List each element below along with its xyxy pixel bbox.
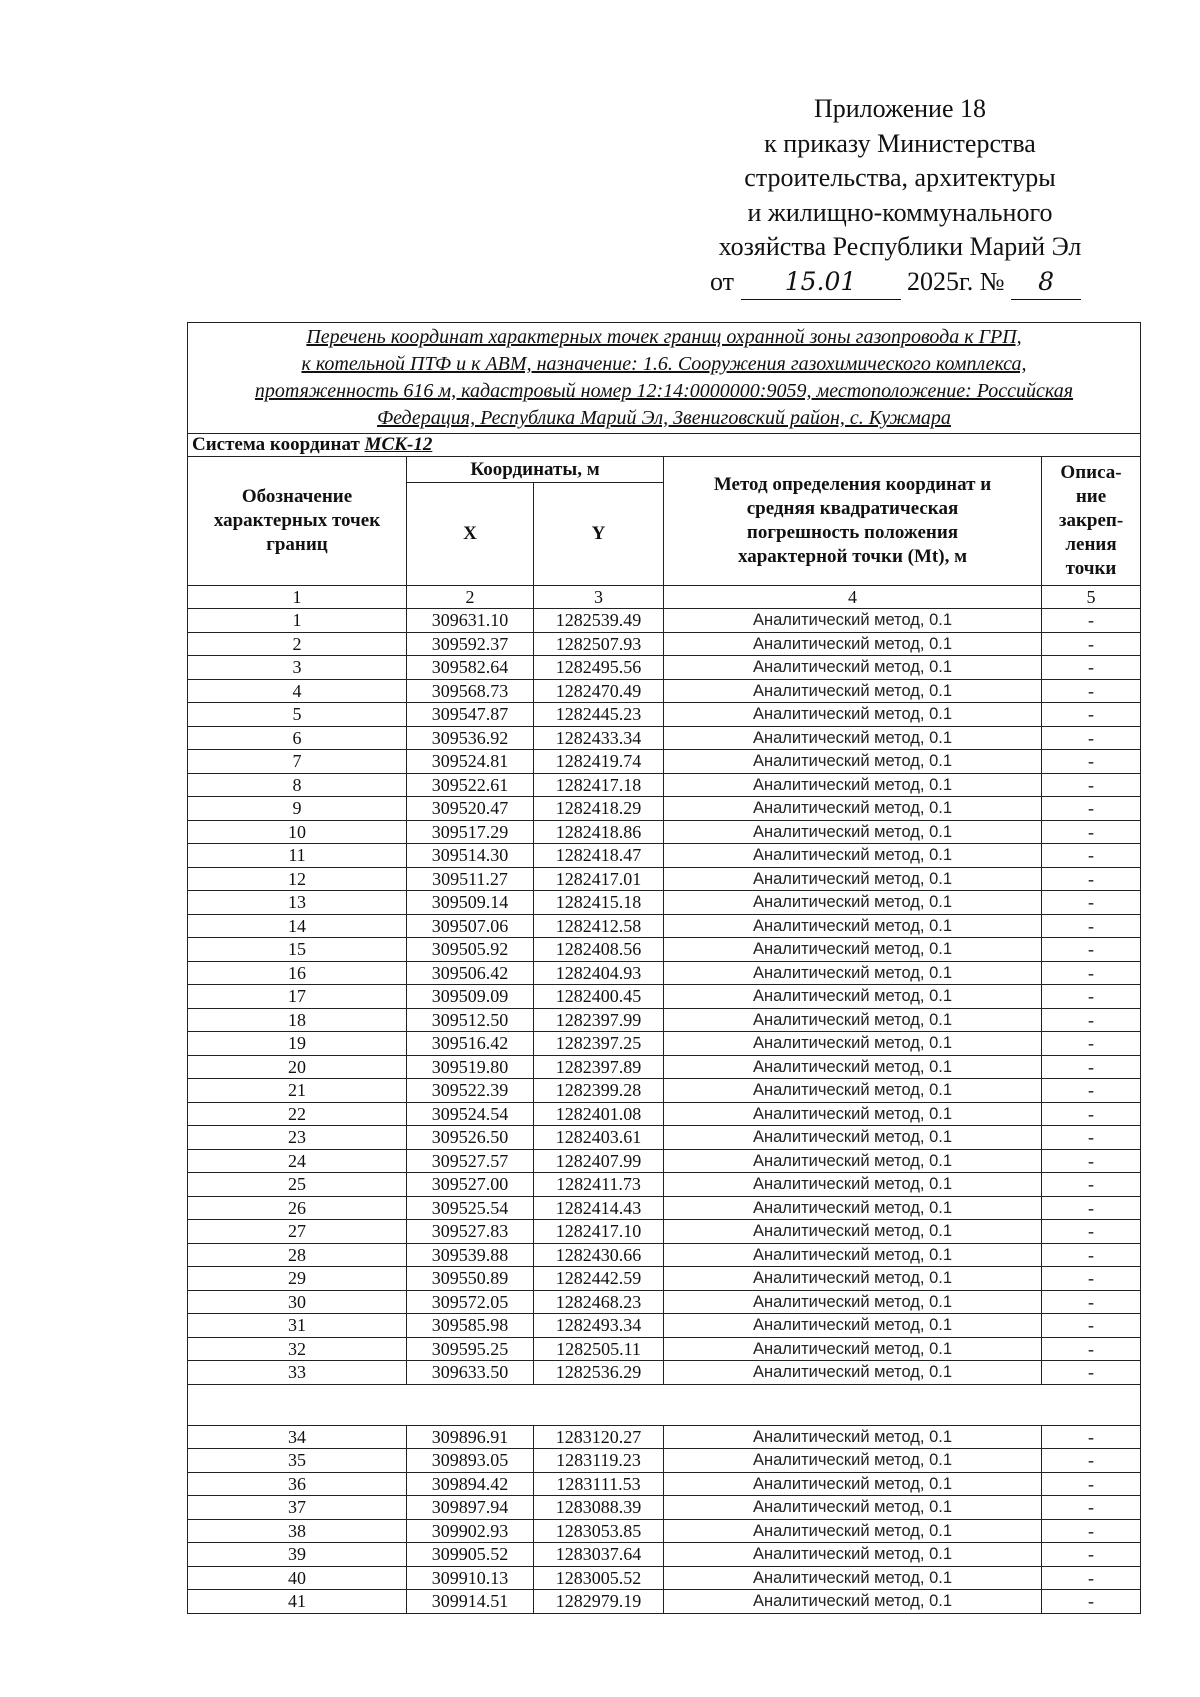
point-number: 37 (188, 1496, 407, 1520)
coord-x: 309522.39 (407, 1079, 534, 1103)
coord-x: 309522.61 (407, 773, 534, 797)
table-row (188, 1149, 1141, 1173)
table-row (188, 797, 1141, 821)
table-row (188, 1196, 1141, 1220)
header-point: Обозначение характерных точек границ (188, 457, 407, 586)
table-row (188, 703, 1141, 727)
coord-x: 309568.73 (407, 679, 534, 703)
coord-x: 309896.91 (407, 1425, 534, 1449)
table-title-line: Федерация, Республика Марий Эл, Звениговский район, с. Кужмара (377, 407, 951, 429)
method: Аналитический метод, 0.1 (664, 1519, 1042, 1543)
coord-x: 309633.50 (407, 1361, 534, 1385)
point-number: 17 (188, 985, 407, 1009)
coord-y: 1282417.01 (534, 867, 664, 891)
coord-x: 309572.05 (407, 1290, 534, 1314)
method: Аналитический метод, 0.1 (664, 1337, 1042, 1361)
fixation-description: - (1042, 1290, 1141, 1314)
header-line: строительства, архитектуры (744, 163, 1056, 192)
column-number: 1 (188, 586, 407, 609)
fixation-description: - (1042, 1243, 1141, 1267)
order-date: 15.01 (784, 266, 857, 296)
coord-x: 309524.54 (407, 1102, 534, 1126)
table-row (188, 914, 1141, 938)
coord-y: 1283119.23 (534, 1449, 664, 1473)
fixation-description: - (1042, 656, 1141, 680)
column-numbers-row (188, 586, 1141, 609)
coord-y: 1282404.93 (534, 961, 664, 985)
method: Аналитический метод, 0.1 (664, 914, 1042, 938)
table-row (188, 609, 1141, 633)
point-number: 9 (188, 797, 407, 821)
table-row (188, 1220, 1141, 1244)
method: Аналитический метод, 0.1 (664, 773, 1042, 797)
fixation-description: - (1042, 1173, 1141, 1197)
group-separator (188, 1384, 1141, 1425)
coord-x: 309894.42 (407, 1472, 534, 1496)
coord-x: 309914.51 (407, 1590, 534, 1614)
point-number: 34 (188, 1425, 407, 1449)
points-group-2 (188, 1425, 1141, 1613)
method: Аналитический метод, 0.1 (664, 1196, 1042, 1220)
coord-x: 309550.89 (407, 1267, 534, 1291)
fixation-description: - (1042, 1196, 1141, 1220)
table-title-line: протяженность 616 м, кадастровый номер 12:14:0000000:9059, местоположение: Российская (254, 380, 1074, 402)
point-number: 25 (188, 1173, 407, 1197)
coord-y: 1282397.89 (534, 1055, 664, 1079)
table-row (188, 1543, 1141, 1567)
method: Аналитический метод, 0.1 (664, 1314, 1042, 1338)
table-row (188, 1361, 1141, 1385)
fixation-description: - (1042, 726, 1141, 750)
method: Аналитический метод, 0.1 (664, 1543, 1042, 1567)
header-description: Описа- ние закреп- ления точки (1042, 457, 1141, 586)
column-number: 5 (1042, 586, 1141, 609)
method: Аналитический метод, 0.1 (664, 726, 1042, 750)
point-number: 7 (188, 750, 407, 774)
separator-row (188, 1384, 1141, 1425)
coord-y: 1282507.93 (534, 632, 664, 656)
method: Аналитический метод, 0.1 (664, 938, 1042, 962)
coordinate-system (188, 434, 1141, 457)
fixation-description: - (1042, 1566, 1141, 1590)
coord-y: 1282417.10 (534, 1220, 664, 1244)
coord-y: 1282411.73 (534, 1173, 664, 1197)
coord-y: 1282445.23 (534, 703, 664, 727)
fixation-description: - (1042, 1102, 1141, 1126)
header-coords: Координаты, м (407, 457, 664, 483)
coord-y: 1282418.47 (534, 844, 664, 868)
coordinate-system-label: Система координат (192, 434, 360, 455)
fixation-description: - (1042, 1220, 1141, 1244)
fixation-description: - (1042, 961, 1141, 985)
coord-x: 309516.42 (407, 1032, 534, 1056)
fixation-description: - (1042, 1361, 1141, 1385)
coord-y: 1283005.52 (534, 1566, 664, 1590)
fixation-description: - (1042, 1449, 1141, 1473)
order-date-line (690, 265, 1110, 301)
point-number: 36 (188, 1472, 407, 1496)
method: Аналитический метод, 0.1 (664, 1472, 1042, 1496)
coord-y: 1282418.86 (534, 820, 664, 844)
header-x: X (407, 483, 534, 586)
coord-y: 1282412.58 (534, 914, 664, 938)
point-number: 19 (188, 1032, 407, 1056)
coordinates-table (187, 322, 1141, 1614)
coord-x: 309509.09 (407, 985, 534, 1009)
fixation-description: - (1042, 985, 1141, 1009)
order-date-field (741, 265, 901, 301)
point-number: 20 (188, 1055, 407, 1079)
point-number: 2 (188, 632, 407, 656)
point-number: 15 (188, 938, 407, 962)
coord-y: 1282433.34 (534, 726, 664, 750)
fixation-description: - (1042, 1314, 1141, 1338)
fixation-description: - (1042, 1126, 1141, 1150)
point-number: 21 (188, 1079, 407, 1103)
fixation-description: - (1042, 1472, 1141, 1496)
coord-x: 309547.87 (407, 703, 534, 727)
coord-y: 1282539.49 (534, 609, 664, 633)
coord-x: 309902.93 (407, 1519, 534, 1543)
fixation-description: - (1042, 1337, 1141, 1361)
fixation-description: - (1042, 773, 1141, 797)
coord-y: 1282418.29 (534, 797, 664, 821)
table-row (188, 867, 1141, 891)
coord-y: 1282470.49 (534, 679, 664, 703)
table-row (188, 1243, 1141, 1267)
point-number: 6 (188, 726, 407, 750)
coord-x: 309505.92 (407, 938, 534, 962)
coord-y: 1282493.34 (534, 1314, 664, 1338)
coord-y: 1283120.27 (534, 1425, 664, 1449)
point-number: 35 (188, 1449, 407, 1473)
point-number: 5 (188, 703, 407, 727)
point-number: 27 (188, 1220, 407, 1244)
header-y: Y (534, 483, 664, 586)
fixation-description: - (1042, 844, 1141, 868)
fixation-description: - (1042, 797, 1141, 821)
fixation-description: - (1042, 891, 1141, 915)
coord-x: 309595.25 (407, 1337, 534, 1361)
coord-y: 1282397.25 (534, 1032, 664, 1056)
method: Аналитический метод, 0.1 (664, 1079, 1042, 1103)
fixation-description: - (1042, 1267, 1141, 1291)
point-number: 14 (188, 914, 407, 938)
coord-y: 1282414.43 (534, 1196, 664, 1220)
method: Аналитический метод, 0.1 (664, 1008, 1042, 1032)
method: Аналитический метод, 0.1 (664, 985, 1042, 1009)
table-row (188, 1079, 1141, 1103)
fixation-description: - (1042, 679, 1141, 703)
point-number: 1 (188, 609, 407, 633)
table-title (188, 323, 1141, 434)
coord-x: 309592.37 (407, 632, 534, 656)
coord-x: 309539.88 (407, 1243, 534, 1267)
table-row (188, 632, 1141, 656)
fixation-description: - (1042, 1543, 1141, 1567)
coord-x: 309517.29 (407, 820, 534, 844)
method: Аналитический метод, 0.1 (664, 1361, 1042, 1385)
fixation-description: - (1042, 1149, 1141, 1173)
table-row (188, 1102, 1141, 1126)
point-number: 40 (188, 1566, 407, 1590)
table-title-line: к котельной ПТФ и к АВМ, назначение: 1.6. Сооружения газохимического комплекса, (301, 353, 1027, 375)
order-number-field (1011, 265, 1081, 301)
coord-x: 309524.81 (407, 750, 534, 774)
method: Аналитический метод, 0.1 (664, 1425, 1042, 1449)
table-title-line: Перечень координат характерных точек границ охранной зоны газопровода к ГРП, (306, 326, 1022, 348)
fixation-description: - (1042, 632, 1141, 656)
fixation-description: - (1042, 1519, 1141, 1543)
point-number: 39 (188, 1543, 407, 1567)
table-row (188, 985, 1141, 1009)
header-line: хозяйства Республики Марий Эл (718, 232, 1082, 261)
header-line: Приложение 18 (813, 94, 987, 123)
coord-x: 309509.14 (407, 891, 534, 915)
method: Аналитический метод, 0.1 (664, 632, 1042, 656)
fixation-description: - (1042, 609, 1141, 633)
fixation-description: - (1042, 1590, 1141, 1614)
table-row (188, 1425, 1141, 1449)
coord-x: 309905.52 (407, 1543, 534, 1567)
point-number: 18 (188, 1008, 407, 1032)
table-row (188, 961, 1141, 985)
table-row (188, 726, 1141, 750)
coord-y: 1282407.99 (534, 1149, 664, 1173)
fixation-description: - (1042, 1079, 1141, 1103)
method: Аналитический метод, 0.1 (664, 703, 1042, 727)
order-header (690, 92, 1110, 300)
method: Аналитический метод, 0.1 (664, 1590, 1042, 1614)
coord-x: 309631.10 (407, 609, 534, 633)
method: Аналитический метод, 0.1 (664, 1267, 1042, 1291)
fixation-description: - (1042, 750, 1141, 774)
order-prefix: от (710, 266, 735, 296)
coord-x: 309893.05 (407, 1449, 534, 1473)
table-row (188, 1032, 1141, 1056)
table-row (188, 1496, 1141, 1520)
fixation-description: - (1042, 703, 1141, 727)
point-number: 3 (188, 656, 407, 680)
point-number: 11 (188, 844, 407, 868)
fixation-description: - (1042, 1032, 1141, 1056)
order-year: 2025г. № (907, 266, 1005, 296)
table-row (188, 1449, 1141, 1473)
coord-x: 309585.98 (407, 1314, 534, 1338)
method: Аналитический метод, 0.1 (664, 1149, 1042, 1173)
coord-x: 309897.94 (407, 1496, 534, 1520)
order-number: 8 (1038, 266, 1055, 296)
fixation-description: - (1042, 938, 1141, 962)
point-number: 24 (188, 1149, 407, 1173)
coord-y: 1282430.66 (534, 1243, 664, 1267)
method: Аналитический метод, 0.1 (664, 1173, 1042, 1197)
point-number: 12 (188, 867, 407, 891)
coord-x: 309527.57 (407, 1149, 534, 1173)
point-number: 28 (188, 1243, 407, 1267)
method: Аналитический метод, 0.1 (664, 679, 1042, 703)
fixation-description: - (1042, 1008, 1141, 1032)
method: Аналитический метод, 0.1 (664, 867, 1042, 891)
coord-y: 1282399.28 (534, 1079, 664, 1103)
coord-y: 1282400.45 (534, 985, 664, 1009)
point-number: 4 (188, 679, 407, 703)
method: Аналитический метод, 0.1 (664, 1496, 1042, 1520)
coord-y: 1282417.18 (534, 773, 664, 797)
coord-x: 309526.50 (407, 1126, 534, 1150)
coord-y: 1283088.39 (534, 1496, 664, 1520)
coord-y: 1282468.23 (534, 1290, 664, 1314)
table-row (188, 1519, 1141, 1543)
coord-x: 309507.06 (407, 914, 534, 938)
table-row (188, 891, 1141, 915)
point-number: 23 (188, 1126, 407, 1150)
method: Аналитический метод, 0.1 (664, 1566, 1042, 1590)
point-number: 38 (188, 1519, 407, 1543)
coord-x: 309519.80 (407, 1055, 534, 1079)
table-row (188, 1314, 1141, 1338)
coord-x: 309520.47 (407, 797, 534, 821)
coord-y: 1283037.64 (534, 1543, 664, 1567)
point-number: 10 (188, 820, 407, 844)
coord-y: 1282419.74 (534, 750, 664, 774)
method: Аналитический метод, 0.1 (664, 797, 1042, 821)
point-number: 13 (188, 891, 407, 915)
header-line: и жилищно-коммунального (747, 197, 1053, 227)
method: Аналитический метод, 0.1 (664, 844, 1042, 868)
column-number: 3 (534, 586, 664, 609)
fixation-description: - (1042, 1496, 1141, 1520)
table-row (188, 1173, 1141, 1197)
table-row (188, 1472, 1141, 1496)
table-row (188, 750, 1141, 774)
coord-x: 309525.54 (407, 1196, 534, 1220)
fixation-description: - (1042, 867, 1141, 891)
table-row (188, 1126, 1141, 1150)
fixation-description: - (1042, 1055, 1141, 1079)
point-number: 41 (188, 1590, 407, 1614)
point-number: 8 (188, 773, 407, 797)
coordinate-system-value: МСК-12 (364, 434, 433, 455)
coord-y: 1283053.85 (534, 1519, 664, 1543)
header-method: Метод определения координат и средняя квадратическая погрешность положения характерной точки (Mt), м (664, 457, 1042, 586)
fixation-description: - (1042, 914, 1141, 938)
coord-y: 1282408.56 (534, 938, 664, 962)
header-line: к приказу Министерства (764, 128, 1036, 158)
table-row (188, 656, 1141, 680)
table-row (188, 1267, 1141, 1291)
method: Аналитический метод, 0.1 (664, 1032, 1042, 1056)
table-row (188, 1590, 1141, 1614)
method: Аналитический метод, 0.1 (664, 750, 1042, 774)
method: Аналитический метод, 0.1 (664, 1055, 1042, 1079)
table-row (188, 1008, 1141, 1032)
coord-y: 1282979.19 (534, 1590, 664, 1614)
method: Аналитический метод, 0.1 (664, 1243, 1042, 1267)
table-row (188, 820, 1141, 844)
method: Аналитический метод, 0.1 (664, 1290, 1042, 1314)
point-number: 22 (188, 1102, 407, 1126)
coord-x: 309527.00 (407, 1173, 534, 1197)
table-row (188, 679, 1141, 703)
method: Аналитический метод, 0.1 (664, 1449, 1042, 1473)
coord-x: 309511.27 (407, 867, 534, 891)
column-number: 2 (407, 586, 534, 609)
coord-x: 309527.83 (407, 1220, 534, 1244)
coord-y: 1282505.11 (534, 1337, 664, 1361)
coord-x: 309506.42 (407, 961, 534, 985)
point-number: 32 (188, 1337, 407, 1361)
method: Аналитический метод, 0.1 (664, 891, 1042, 915)
points-group-1 (188, 609, 1141, 1385)
separator-cell (188, 1384, 1141, 1425)
point-number: 30 (188, 1290, 407, 1314)
coord-y: 1282401.08 (534, 1102, 664, 1126)
table-row (188, 938, 1141, 962)
coord-y: 1282536.29 (534, 1361, 664, 1385)
method: Аналитический метод, 0.1 (664, 1102, 1042, 1126)
table-row (188, 844, 1141, 868)
point-number: 31 (188, 1314, 407, 1338)
coord-y: 1282442.59 (534, 1267, 664, 1291)
table-row (188, 1566, 1141, 1590)
method: Аналитический метод, 0.1 (664, 820, 1042, 844)
coord-x: 309512.50 (407, 1008, 534, 1032)
table-row (188, 1337, 1141, 1361)
method: Аналитический метод, 0.1 (664, 961, 1042, 985)
coord-x: 309910.13 (407, 1566, 534, 1590)
coord-y: 1282403.61 (534, 1126, 664, 1150)
method: Аналитический метод, 0.1 (664, 656, 1042, 680)
fixation-description: - (1042, 1425, 1141, 1449)
point-number: 29 (188, 1267, 407, 1291)
coord-x: 309582.64 (407, 656, 534, 680)
point-number: 26 (188, 1196, 407, 1220)
coord-y: 1283111.53 (534, 1472, 664, 1496)
coord-x: 309536.92 (407, 726, 534, 750)
table-row (188, 1290, 1141, 1314)
table-row (188, 1055, 1141, 1079)
point-number: 16 (188, 961, 407, 985)
coord-y: 1282495.56 (534, 656, 664, 680)
coord-y: 1282415.18 (534, 891, 664, 915)
method: Аналитический метод, 0.1 (664, 1220, 1042, 1244)
fixation-description: - (1042, 820, 1141, 844)
column-number: 4 (664, 586, 1042, 609)
method: Аналитический метод, 0.1 (664, 609, 1042, 633)
table-row (188, 773, 1141, 797)
coord-y: 1282397.99 (534, 1008, 664, 1032)
method: Аналитический метод, 0.1 (664, 1126, 1042, 1150)
coord-x: 309514.30 (407, 844, 534, 868)
point-number: 33 (188, 1361, 407, 1385)
